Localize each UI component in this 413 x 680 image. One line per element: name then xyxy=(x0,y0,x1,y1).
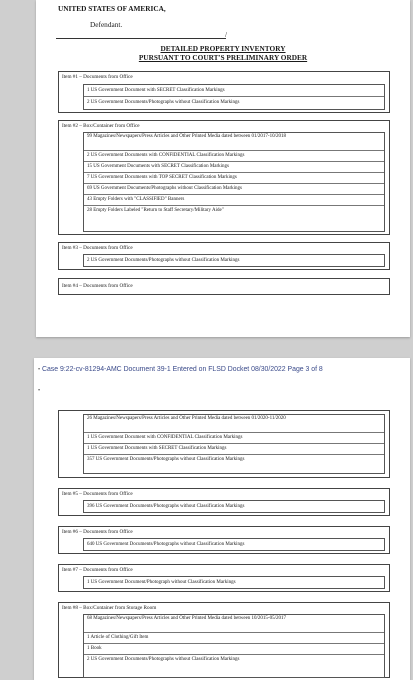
item-row: 2 US Government Documents/Photographs without Classification Markings xyxy=(87,258,240,263)
item-row: 2 US Government Documents/Photographs without Classification Markings xyxy=(87,657,240,662)
document-title-line1: DETAILED PROPERTY INVENTORY xyxy=(160,44,286,53)
item-row: 43 Empty Folders with "CLASSIFIED" Banners xyxy=(84,195,384,206)
item-table-1 xyxy=(58,71,390,113)
item-label: Item #6 – Documents from Office xyxy=(62,529,133,535)
item-row: 1 US Government Document with SECRET Classification Markings xyxy=(84,85,384,97)
document-title-line2: PURSUANT TO COURT'S PRELIMINARY ORDER xyxy=(138,53,308,62)
item-row: 2 US Government Documents/Photographs without Classification Markings xyxy=(87,100,240,105)
item-table-7 xyxy=(58,564,390,592)
item-rows-box xyxy=(83,254,385,267)
item-table-6 xyxy=(58,526,390,554)
item-row: 99 Magazines/Newspapers/Press Articles and Other Printed Media dated between 01/2017-10/2018 xyxy=(84,134,384,151)
item-rows-box xyxy=(83,132,385,232)
item-label: Item #8 – Box/Container from Storage Room xyxy=(62,605,157,611)
item-rows-box xyxy=(83,576,385,589)
item-row: 7 US Government Documents with TOP SECRET Classification Markings xyxy=(84,173,384,184)
item-label: Item #2 – Box/Container from Office xyxy=(62,123,140,129)
item-row: 69 US Government Documents/Photographs without Classification Markings xyxy=(84,184,384,195)
item-row: 26 Magazines/Newspapers/Press Articles and Other Printed Media dated between 01/2020-11/2020 xyxy=(84,416,384,433)
caption-rule xyxy=(56,38,226,39)
item-row: 1 US Government Documents with SECRET Classification Markings xyxy=(84,444,384,455)
docket-header-stamp: Case 9:22-cv-81294-AMC Document 39-1 Entered on FLSD Docket 08/30/2022 Page 3 of 8 xyxy=(42,366,323,373)
item-label: Item #4 – Documents from Office xyxy=(62,283,133,289)
item-rows-box xyxy=(83,84,385,110)
margin-mark: • xyxy=(38,388,41,394)
item-row: 1 Article of Clothing/Gift Item xyxy=(84,633,384,644)
item-row: 68 Magazines/Newspapers/Press Articles and Other Printed Media dated between 10/2015-05/2017 xyxy=(84,616,384,633)
item-row: 28 Empty Folders Labeled "Return to Staff Secretary/Military Aide" xyxy=(87,208,224,213)
item-row: 1 US Government Document with CONFIDENTIAL Classification Markings xyxy=(84,433,384,444)
caption-slash: / xyxy=(225,30,228,39)
margin-mark: • xyxy=(38,367,41,373)
caption-plaintiff-line: UNITED STATES OF AMERICA, xyxy=(58,4,166,13)
item-row: 640 US Government Documents/Photographs without Classification Markings xyxy=(87,542,245,547)
item-rows-box xyxy=(83,500,385,513)
item-row: 2 US Government Documents with CONFIDENTIAL Classification Markings xyxy=(84,151,384,162)
item-rows-box xyxy=(83,614,385,678)
item-label: Item #5 – Documents from Office xyxy=(62,491,133,497)
document-page-2 xyxy=(34,358,410,680)
item-row: 396 US Government Documents/Photographs without Classification Markings xyxy=(87,504,245,509)
caption-defendant-line: Defendant. xyxy=(90,20,123,29)
item-row: 357 US Government Documents/Photographs without Classification Markings xyxy=(87,457,245,462)
item-table-4 xyxy=(58,278,390,295)
item-table-3 xyxy=(58,242,390,270)
item-table-5 xyxy=(58,488,390,516)
item-label: Item #1 – Documents from Office xyxy=(62,74,133,80)
document-page-1 xyxy=(36,0,410,337)
item-rows-box xyxy=(83,538,385,551)
item-rows-box xyxy=(83,414,385,474)
item-table-4-continued xyxy=(58,410,390,478)
item-row: 1 Book xyxy=(84,644,384,655)
item-table-2 xyxy=(58,120,390,235)
item-row: 1 US Government Document/Photograph without Classification Markings xyxy=(87,580,236,585)
item-table-8 xyxy=(58,602,390,678)
item-label: Item #3 – Documents from Office xyxy=(62,245,133,251)
item-label: Item #7 – Documents from Office xyxy=(62,567,133,573)
item-row: 15 US Government Documents with SECRET Classification Markings xyxy=(84,162,384,173)
